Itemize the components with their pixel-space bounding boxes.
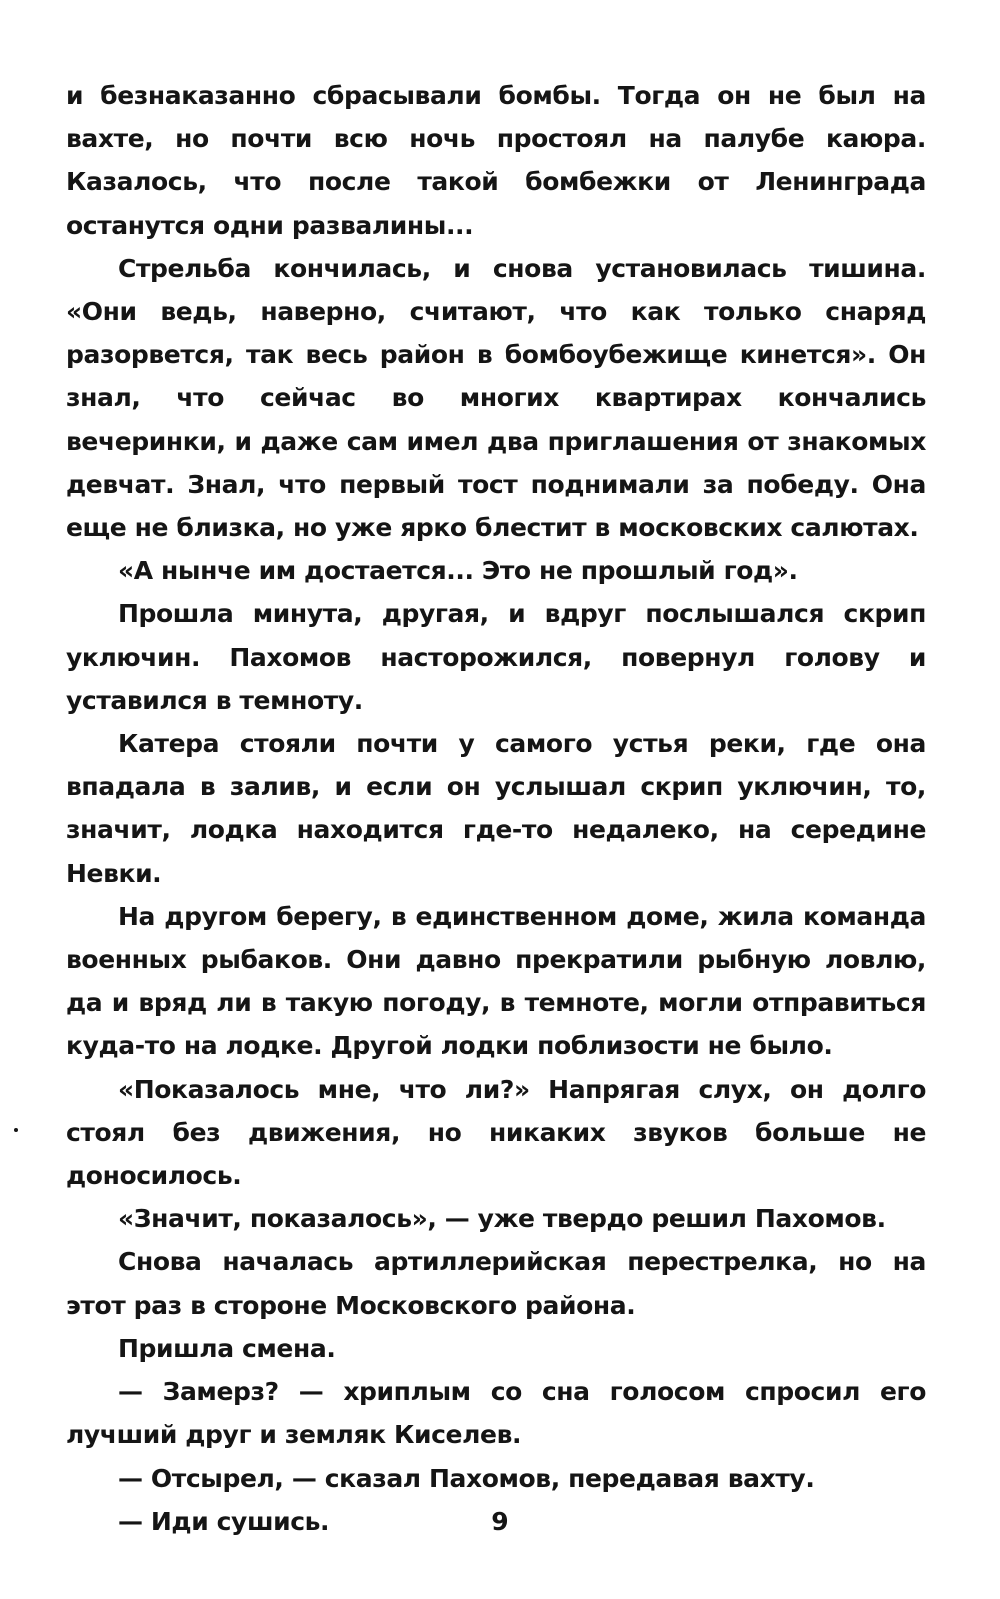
dialogue-line: — Иди сушись. — [118, 1506, 330, 1536]
paragraph: Стрельба кончилась, и снова установилась тишина. «Они ведь, наверно, считают, что как только снаряд разорвется, так весь район в бомбоубежище кинется». Он знал, что сейчас во многих квартирах кончались вечеринки, и даже сам имел два приглашения от знакомых девчат. Знал, что первый тост поднимали за победу. Она еще не близка, но уже ярко блестит в московских салютах. — [66, 253, 926, 543]
paragraph-continuation: и безнаказанно сбрасывали бомбы. Тогда он не был на вахте, но почти всю ночь простоял на палубе каюра. Казалось, что после такой бомбежки от Ленинграда останутся одни развалины... — [66, 81, 926, 240]
paragraph: На другом берегу, в единственном доме, жила команда военных рыбаков. Они давно прекратили рыбную ловлю, да и вряд ли в такую погоду, в темноте, могли отправиться куда-то на лодке. Другой лодки поблизости не было. — [66, 901, 926, 1061]
margin-dot — [14, 1128, 18, 1132]
dialogue-line: — Замерз? — хриплым со сна голосом спросил его лучший друг и земляк Киселев. — [66, 1377, 926, 1450]
paragraph: «Значит, показалось», — уже твердо решил Пахомов. — [118, 1204, 886, 1234]
page-number: 9 — [491, 1507, 509, 1536]
body-text — [66, 74, 926, 1543]
paragraph: Пришла смена. — [118, 1333, 336, 1363]
paragraph: Прошла минута, другая, и вдруг послышался скрип уключин. Пахомов насторожился, повернул голову и уставился в темноту. — [66, 599, 926, 715]
dialogue-line: — Отсырел, — сказал Пахомов, передавая вахту. — [118, 1463, 815, 1493]
paragraph: Снова началась артиллерийская перестрелка, но на этот раз в стороне Московского района. — [66, 1247, 926, 1320]
paragraph: Катера стояли почти у самого устья реки, где она впадала в залив, и если он услышал скрип уключин, то, значит, лодка находится где-то недалеко, на середине Невки. — [66, 729, 926, 888]
paragraph: «Показалось мне, что ли?» Напрягая слух, он долго стоял без движения, но никаких звуков больше не доносилось. — [66, 1074, 926, 1191]
paragraph: «А нынче им достается... Это не прошлый год». — [118, 556, 798, 586]
